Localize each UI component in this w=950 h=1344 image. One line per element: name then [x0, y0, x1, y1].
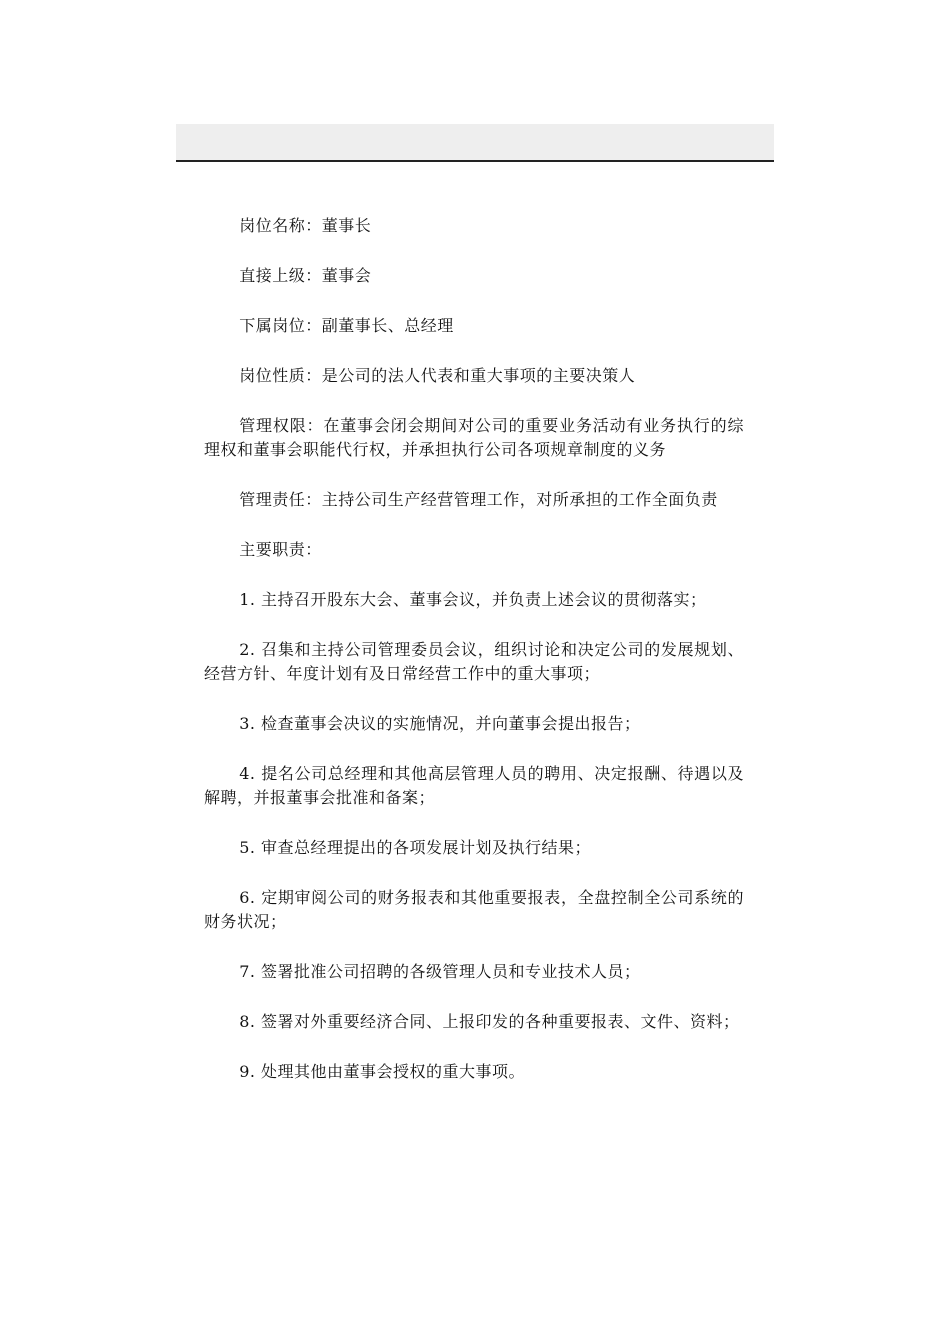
- document-body: [204, 214, 744, 1110]
- header-band: [176, 124, 774, 162]
- subordinate-positions: 下属岗位：副董事长、总经理: [239, 316, 454, 335]
- duty-item: 4. 提名公司总经理和其他高层管理人员的聘用、决定报酬、待遇以及解聘，并报董事会批准和备案；: [204, 764, 744, 807]
- direct-superior: 直接上级：董事会: [239, 266, 372, 285]
- management-responsibility: 管理责任：主持公司生产经营管理工作，对所承担的工作全面负责: [239, 490, 718, 509]
- main-duties-heading: 主要职责：: [239, 540, 322, 559]
- duty-item: 8. 签署对外重要经济合同、上报印发的各种重要报表、文件、资料；: [239, 1012, 740, 1031]
- position-name: 岗位名称：董事长: [239, 216, 372, 235]
- duty-item: 2. 召集和主持公司管理委员会议，组织讨论和决定公司的发展规划、经营方针、年度计划有及日常经营工作中的重大事项；: [204, 640, 744, 683]
- duty-item: 3. 检查董事会决议的实施情况，并向董事会提出报告；: [239, 714, 641, 733]
- duty-item: 1. 主持召开股东大会、董事会议，并负责上述会议的贯彻落实；: [239, 590, 707, 609]
- duty-item: 9. 处理其他由董事会授权的重大事项。: [239, 1062, 526, 1081]
- management-authority: 管理权限：在董事会闭会期间对公司的重要业务活动有业务执行的综理权和董事会职能代行权，并承担执行公司各项规章制度的义务: [204, 416, 744, 459]
- position-nature: 岗位性质：是公司的法人代表和重大事项的主要决策人: [239, 366, 636, 385]
- duty-item: 5. 审查总经理提出的各项发展计划及执行结果；: [239, 838, 592, 857]
- duty-item: 7. 签署批准公司招聘的各级管理人员和专业技术人员；: [239, 962, 641, 981]
- duty-item: 6. 定期审阅公司的财务报表和其他重要报表，全盘控制全公司系统的财务状况；: [204, 888, 744, 931]
